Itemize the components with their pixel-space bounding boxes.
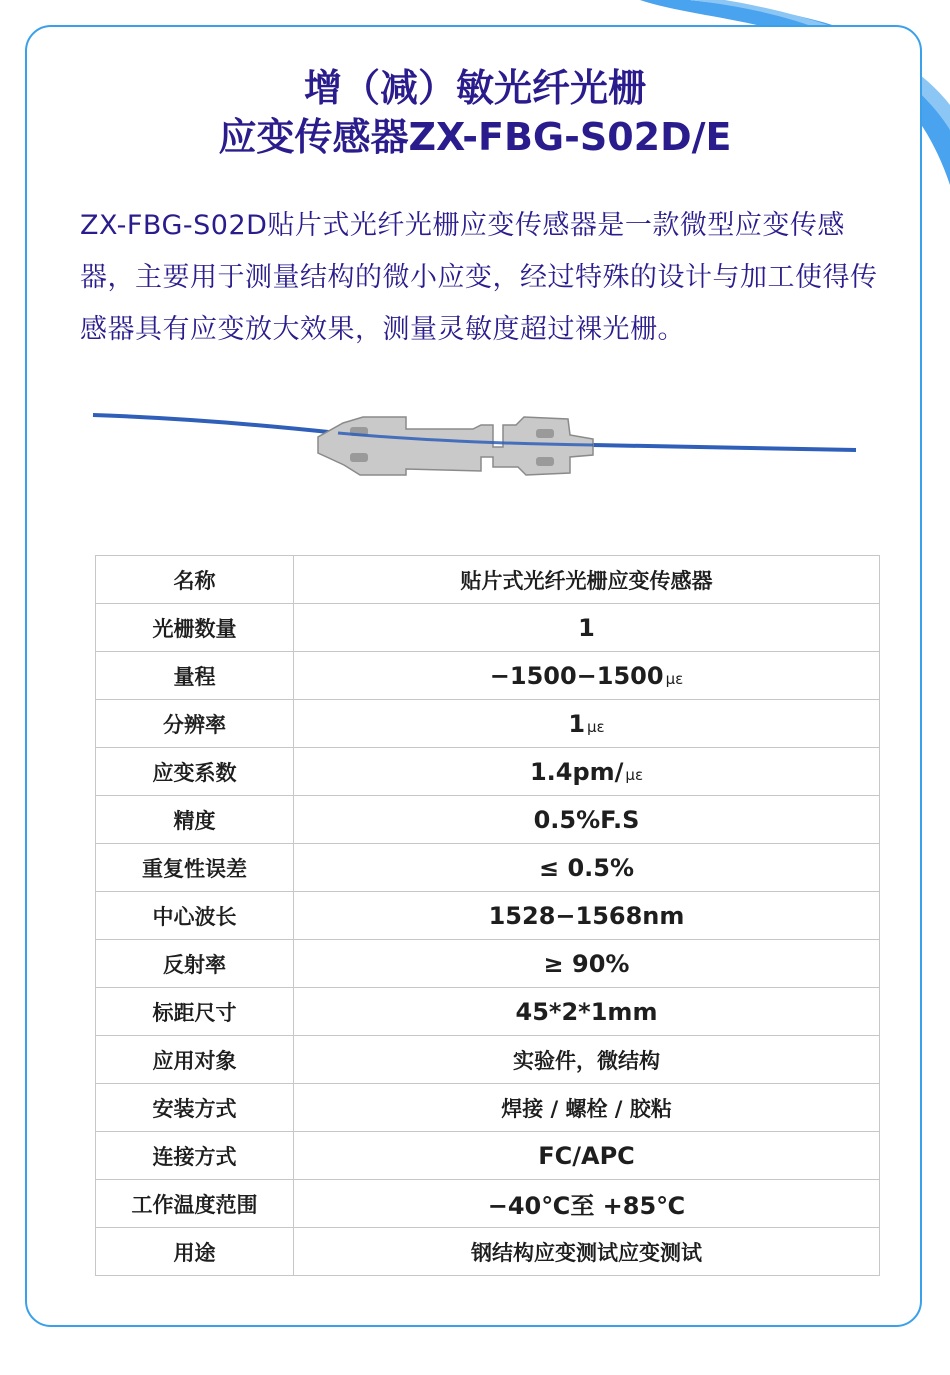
spec-value xyxy=(294,940,880,988)
table-row xyxy=(96,1228,880,1276)
spec-value xyxy=(294,700,880,748)
spec-label: 名称 xyxy=(96,556,294,604)
spec-value-text: 1 xyxy=(568,709,586,738)
intro-paragraph: ZX-FBG-S02D贴片式光纤光栅应变传感器是一款微型应变传感器，主要用于测量结构的微小应变，经过特殊的设计与加工使得传感器具有应变放大效果，测量灵敏度超过裸光栅。 xyxy=(80,210,878,345)
table-row xyxy=(96,1132,880,1180)
table-row xyxy=(96,652,880,700)
spec-value-text: 贴片式光纤光栅应变传感器 xyxy=(460,568,713,593)
weld-pad xyxy=(536,457,554,466)
spec-value-text: 1.4pm/ xyxy=(529,757,624,786)
spec-label: 应用对象 xyxy=(96,1036,294,1084)
spec-label: 反射率 xyxy=(96,940,294,988)
sensor-product-image xyxy=(88,395,868,505)
spec-value-text: 钢结构应变测试应变测试 xyxy=(471,1240,702,1265)
table-row xyxy=(96,844,880,892)
fiber-right xyxy=(593,445,856,450)
spec-label: 标距尺寸 xyxy=(96,988,294,1036)
page-title-line2: 应变传感器ZX-FBG-S02D/E xyxy=(218,115,732,159)
spec-label: 精度 xyxy=(96,796,294,844)
spec-value xyxy=(294,1180,880,1228)
table-row xyxy=(96,988,880,1036)
spec-label: 量程 xyxy=(96,652,294,700)
spec-unit: με xyxy=(665,669,684,688)
spec-value-text: FC/APC xyxy=(538,1141,635,1170)
spec-value xyxy=(294,1084,880,1132)
weld-pad xyxy=(350,453,368,462)
table-row xyxy=(96,796,880,844)
page-title-line1: 增（减）敏光纤光栅 xyxy=(303,66,646,110)
spec-unit: με xyxy=(625,765,644,784)
fiber-left xyxy=(93,415,338,433)
table-row xyxy=(96,1180,880,1228)
spec-value-text: 0.5%F.S xyxy=(533,805,640,834)
table-row xyxy=(96,1036,880,1084)
spec-value xyxy=(294,892,880,940)
sensor-body xyxy=(318,417,593,475)
spec-label: 用途 xyxy=(96,1228,294,1276)
spec-value xyxy=(294,1228,880,1276)
spec-value-text: 实验件，微结构 xyxy=(513,1048,660,1073)
spec-value-text: 1528−1568nm xyxy=(488,901,685,930)
spec-value xyxy=(294,844,880,892)
table-row xyxy=(96,604,880,652)
spec-value xyxy=(294,748,880,796)
spec-value-text: ≥ 90% xyxy=(543,949,630,978)
weld-pad xyxy=(536,429,554,438)
spec-value-text: 45*2*1mm xyxy=(515,997,658,1026)
spec-label: 工作温度范围 xyxy=(96,1180,294,1228)
spec-label: 光栅数量 xyxy=(96,604,294,652)
spec-label: 连接方式 xyxy=(96,1132,294,1180)
spec-label: 中心波长 xyxy=(96,892,294,940)
table-row xyxy=(96,556,880,604)
spec-value xyxy=(294,1132,880,1180)
table-row xyxy=(96,1084,880,1132)
table-row xyxy=(96,892,880,940)
spec-value-text: −40℃至 +85℃ xyxy=(487,1192,686,1220)
spec-value xyxy=(294,796,880,844)
spec-label: 应变系数 xyxy=(96,748,294,796)
spec-table xyxy=(95,555,880,1276)
table-row xyxy=(96,700,880,748)
spec-label: 安装方式 xyxy=(96,1084,294,1132)
table-row xyxy=(96,748,880,796)
spec-label: 重复性误差 xyxy=(96,844,294,892)
spec-value xyxy=(294,988,880,1036)
spec-unit: με xyxy=(587,717,605,736)
spec-value xyxy=(294,1036,880,1084)
spec-value-text: ≤ 0.5% xyxy=(538,853,635,882)
spec-value xyxy=(294,604,880,652)
spec-value-text: −1500−1500 xyxy=(489,661,664,690)
spec-label: 分辨率 xyxy=(96,700,294,748)
table-row xyxy=(96,940,880,988)
spec-value-text: 焊接 / 螺栓 / 胶粘 xyxy=(501,1096,672,1121)
spec-value xyxy=(294,556,880,604)
spec-value xyxy=(294,652,880,700)
spec-value-text: 1 xyxy=(578,613,595,642)
